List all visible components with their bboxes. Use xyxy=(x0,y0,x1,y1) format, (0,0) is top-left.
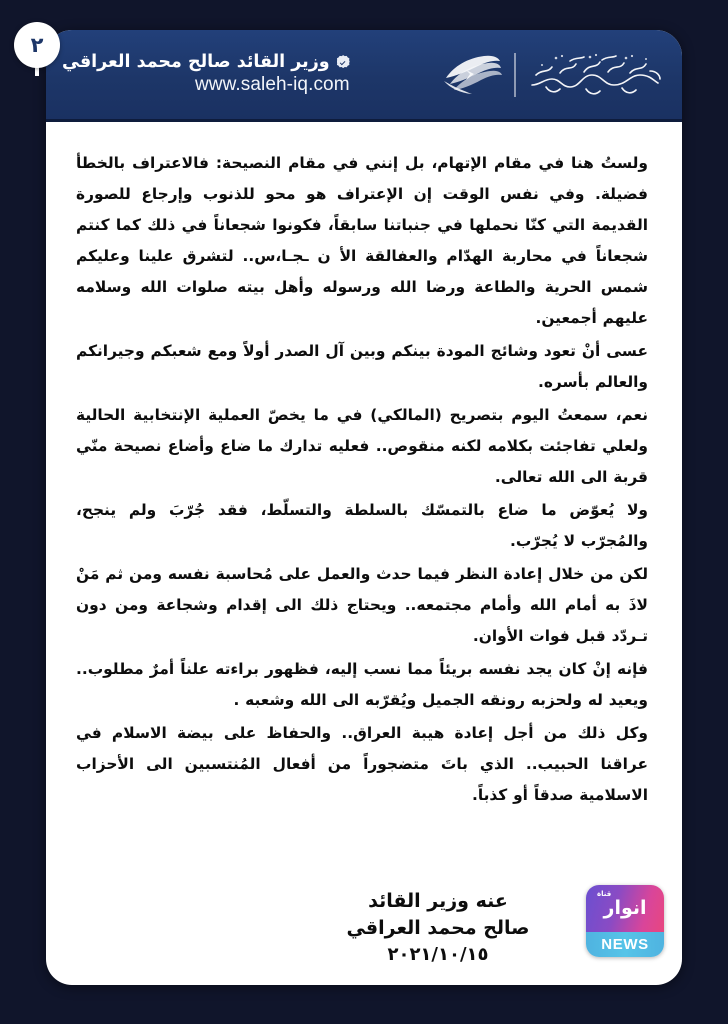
website-url[interactable]: www.saleh-iq.com xyxy=(194,73,350,95)
document-card xyxy=(46,30,682,985)
header-identity xyxy=(62,52,350,98)
news-channel-logo xyxy=(586,885,664,957)
news-logo-english: NEWS xyxy=(601,936,649,953)
news-logo-top xyxy=(586,885,664,932)
body-paragraph: عسى أنْ تعود وشائج المودة بينكم وبين آل الصدر أولاً ومع شعبكم وجيرانكم والعالم بأسره. xyxy=(76,342,648,391)
body-paragraph: ولا يُعوّض ما ضاع بالتمسّك بالسلطة والتسلّط، فقد جُرّبَ ولم ينجح، والمُجرّب لا يُجرّب. xyxy=(76,501,648,550)
arabic-calligraphy-logo xyxy=(526,45,664,105)
minister-title: وزير القائد صالح محمد العراقي xyxy=(62,51,330,72)
news-logo-bottom xyxy=(586,932,664,957)
header-divider xyxy=(514,53,516,97)
body-paragraph: ولستُ هنا في مقام الإتهام، بل إنني في مقام النصيحة: فالاعتراف بالخطأ فضيلة. وفي نفس الوقت إن الإعتراف هو محو للذنوب وإرجاع للصورة القديمة التي كنّا نحملها في جنباتنا سابقاً، فكونوا شجعاناً في ذلك كما كنتم شجعاناً في محاربة الهدّام والعفالقة الأ ن ـجـا،س.. لتشرق علينا وعليكم شمس الحرية والطاعة ورضا الله ورسوله وأهل بيته صلوات الله وسلامه عليهم أجمعين. xyxy=(76,154,648,327)
body-paragraph: وكل ذلك من أجل إعادة هيبة العراق.. والحفاظ على بيضة الاسلام في عراقنا الحبيب.. الذي باتَ متضجوراً من أفعال المُنتسبين الى الأحزاب الاسلامية صدقاً أو كذباً. xyxy=(76,724,648,804)
header-title-row xyxy=(62,52,350,72)
verified-badge-icon xyxy=(337,55,350,68)
document-header xyxy=(46,30,682,122)
news-logo-arabic: انوار xyxy=(603,897,647,919)
signature-name: صالح محمد العراقي xyxy=(346,917,530,939)
signature-date: ٢٠٢١/١٠/١٥ xyxy=(387,944,489,965)
header-branding xyxy=(440,45,664,105)
body-paragraph: نعم، سمعتُ اليوم بتصريح (المالكي) في ما يخصّ العملية الإنتخابية الحالية ولعلي تفاجئت بكلامه لكنه منقوص.. فعليه تدارك ما ضاع وأضاع نصيحة منّي قربة الى الله تعالى. xyxy=(76,406,648,486)
signature-inner xyxy=(346,888,529,968)
body-paragraph: فإنه إنْ كان يجد نفسه بريئاً مما نسب إليه، فظهور براءته علناً أمرٌ مطلوب.. ويعيد له ولحزبه رونقه الجميل ويُقرّبه الى الله وشعبه . xyxy=(76,660,648,709)
body-paragraph: لكن من خلال إعادة النظر فيما حدث والعمل على مُحاسبة نفسه ومن ثم مَنْ لاذَ به أمام الله وأمام مجتمعه.. ويحتاج ذلك الى إقدام وشجاعة ومن دون تـردّد قبل فوات الأوان. xyxy=(76,565,648,645)
signature-role: عنه وزير القائد xyxy=(368,890,508,912)
news-logo-arabic-small: قناة xyxy=(597,890,612,898)
page-number-badge: ٢ xyxy=(14,22,60,68)
document-body xyxy=(46,122,682,811)
book-emblem-icon xyxy=(440,48,504,102)
